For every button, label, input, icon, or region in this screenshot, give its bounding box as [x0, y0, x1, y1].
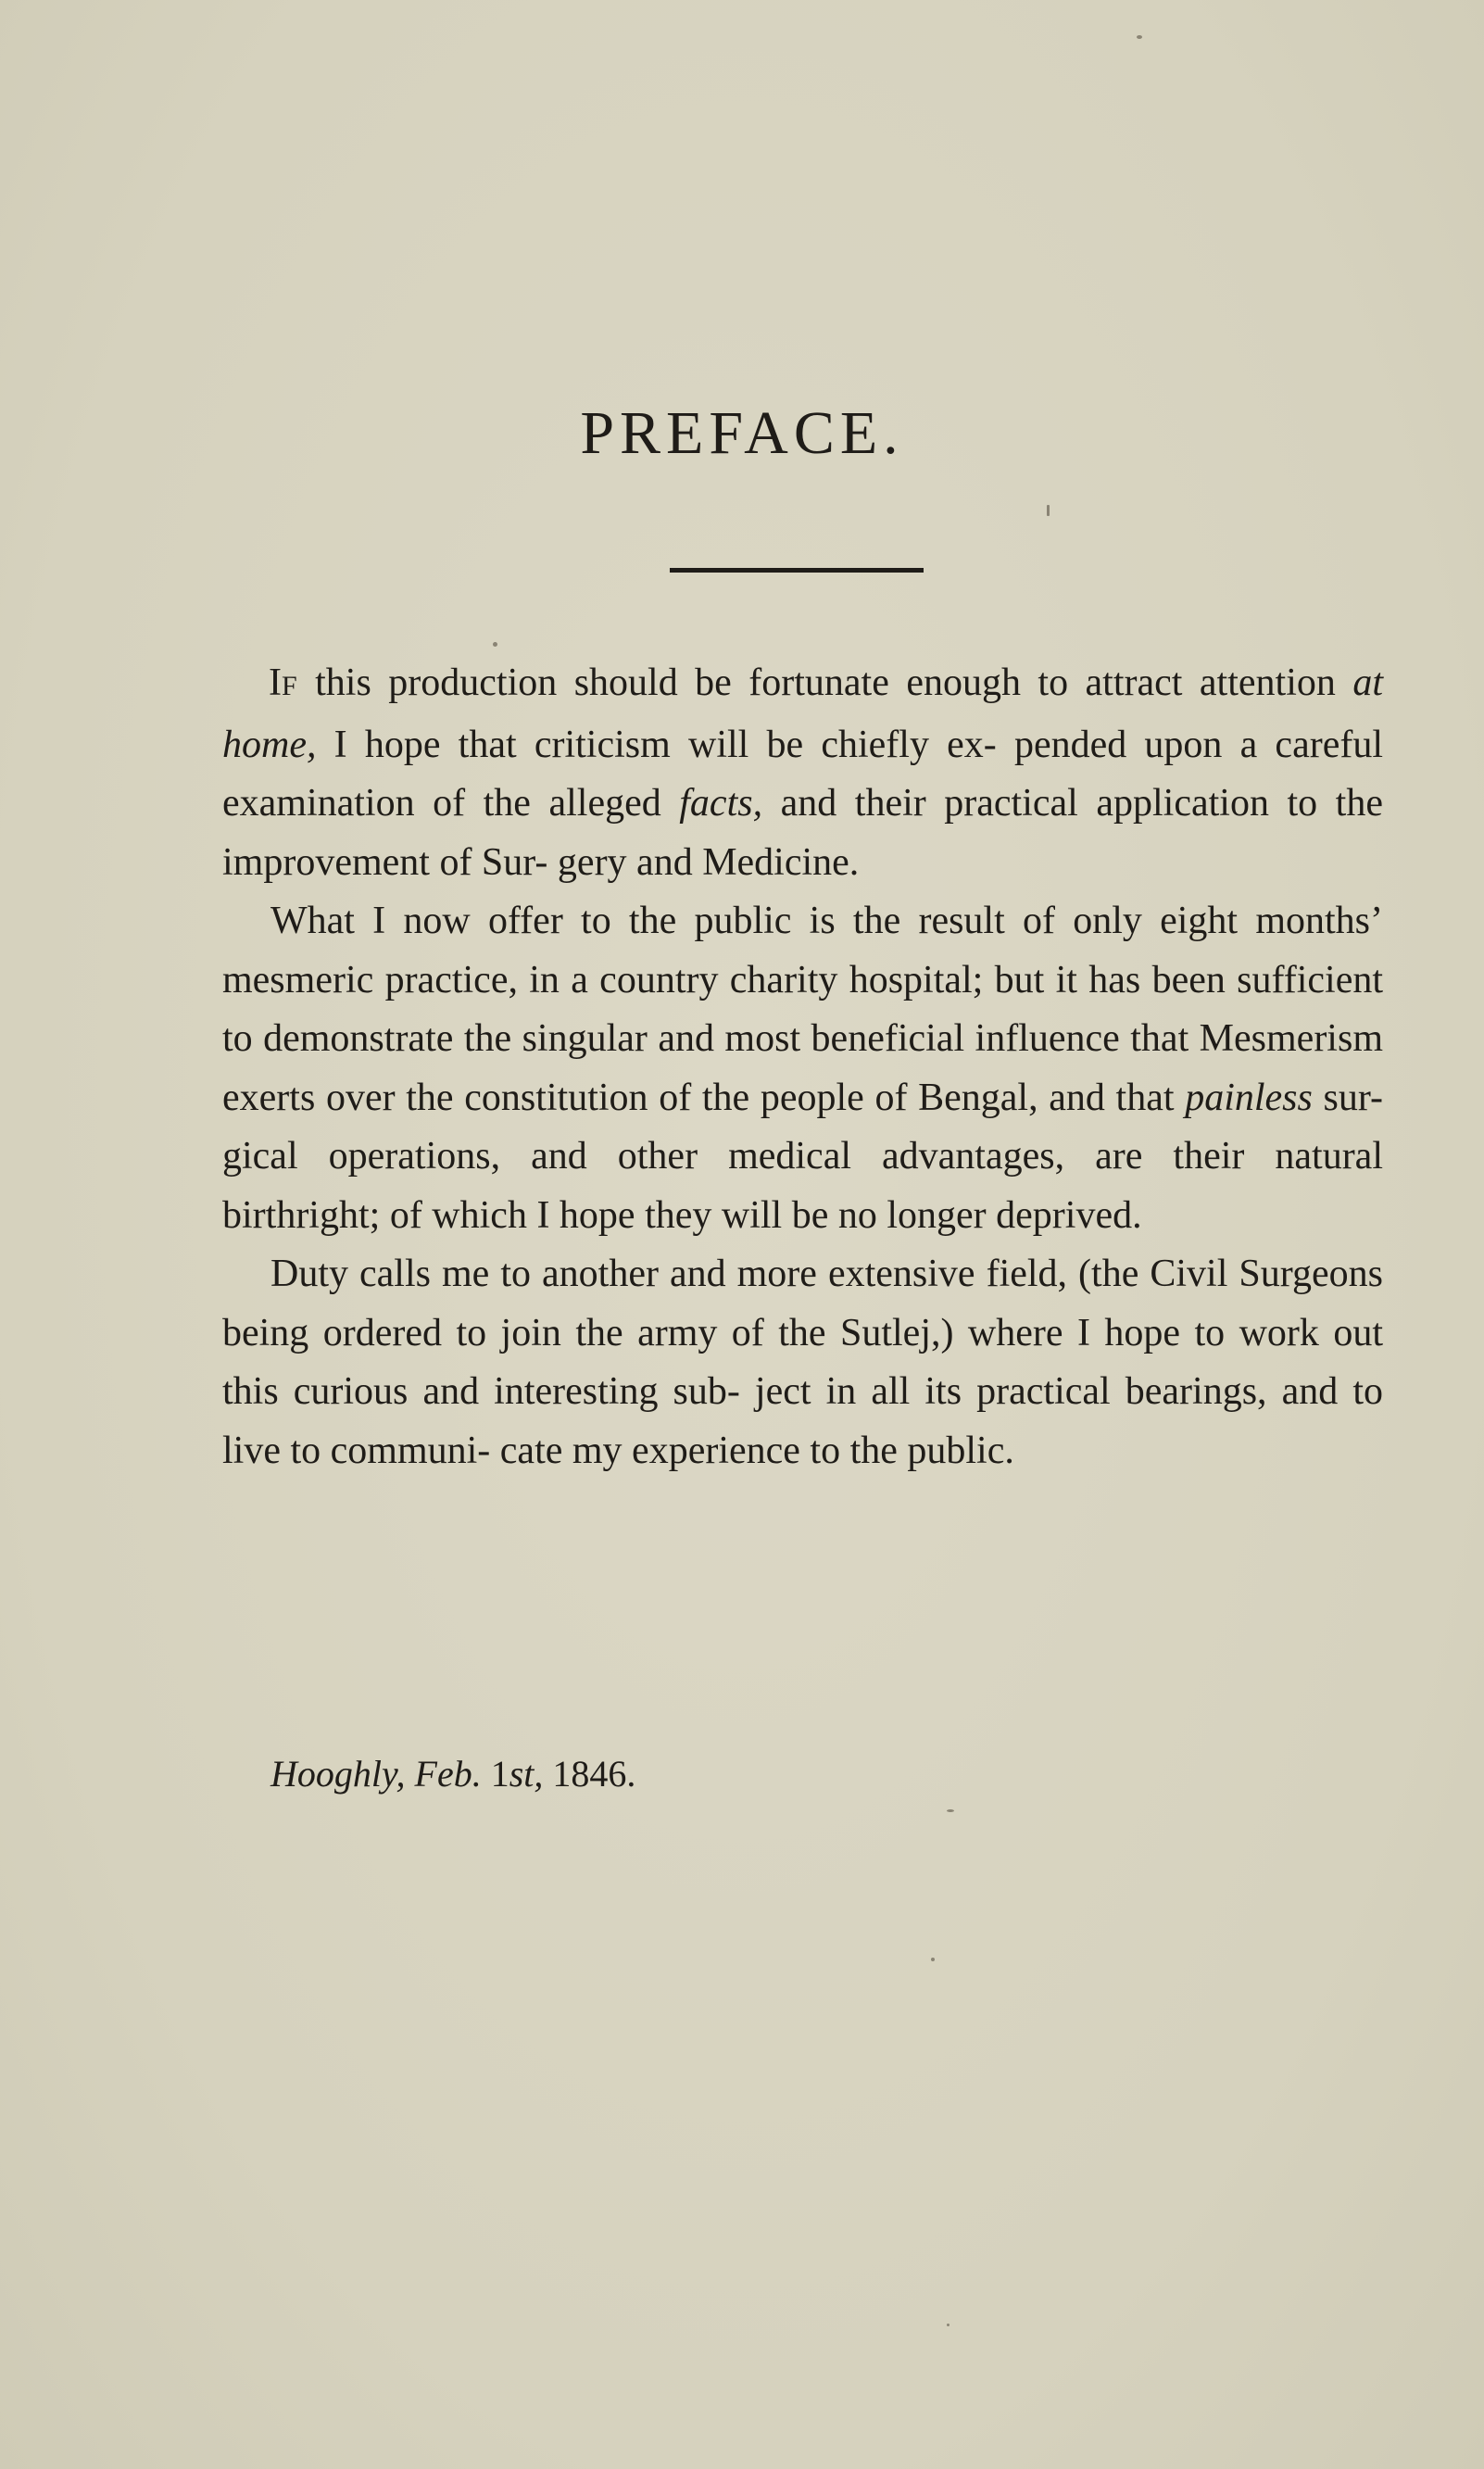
signature-day-suffix: st, [509, 1753, 544, 1795]
paper-speck [931, 1958, 935, 1961]
signature-month: Feb. [414, 1753, 482, 1795]
emphasis-at-home: at home, [222, 661, 1383, 766]
paragraph-2-text-b: sur- gical operations, and other medical advantages, are their natural birthright; of which I hope they will be no longer deprived. [222, 1076, 1383, 1237]
emphasis-facts: facts, [679, 782, 763, 825]
paragraph-1-text-c: and their practical application to the improvement of Sur- gery and Medicine. [222, 782, 1383, 884]
paper-speck [1047, 505, 1050, 516]
title-rule-divider [670, 568, 924, 573]
paper-speck [1137, 35, 1142, 39]
signature-day-number: 1 [490, 1753, 509, 1795]
preface-body [222, 654, 1383, 1480]
dropcap-smallcaps: F [282, 671, 298, 701]
paper-speck [493, 642, 497, 647]
signature-place: Hooghly, [270, 1753, 406, 1795]
paper-speck [947, 1809, 954, 1812]
paragraph-1 [222, 654, 1383, 892]
paragraph-2-text-a: What I now offer to the public is the result of only eight months’ mesmeric practice, in a country charity hospital; but it has been sufficient to demonstrate the singular and most beneficial influence that Mesmerism exerts over the constitution of the people of Bengal, and that [222, 900, 1383, 1119]
paragraph-3-text: Duty calls me to another and more extensive field, (the Civil Surgeons being ordered to join the army of the Sutlej,) where I hope to work out this curious and interesting sub- ject in all its practical bearings, and to live to communi- cate my experience to the public. [222, 1253, 1383, 1472]
paragraph-2 [222, 892, 1383, 1245]
place-date-signature [270, 1746, 635, 1802]
page-title: PREFACE. [580, 399, 904, 467]
paragraph-3 [222, 1245, 1383, 1480]
paragraph-1-text-b: I hope that criticism will be chiefly ex- pended upon a careful examination of the alleged [222, 723, 1383, 825]
signature-year: 1846. [552, 1753, 636, 1795]
dropcap-letter: I [269, 661, 282, 704]
emphasis-painless: painless [1185, 1076, 1313, 1119]
paper-speck [947, 2324, 950, 2326]
paragraph-1-text-a: this production should be fortunate enough to attract attention [297, 661, 1353, 704]
